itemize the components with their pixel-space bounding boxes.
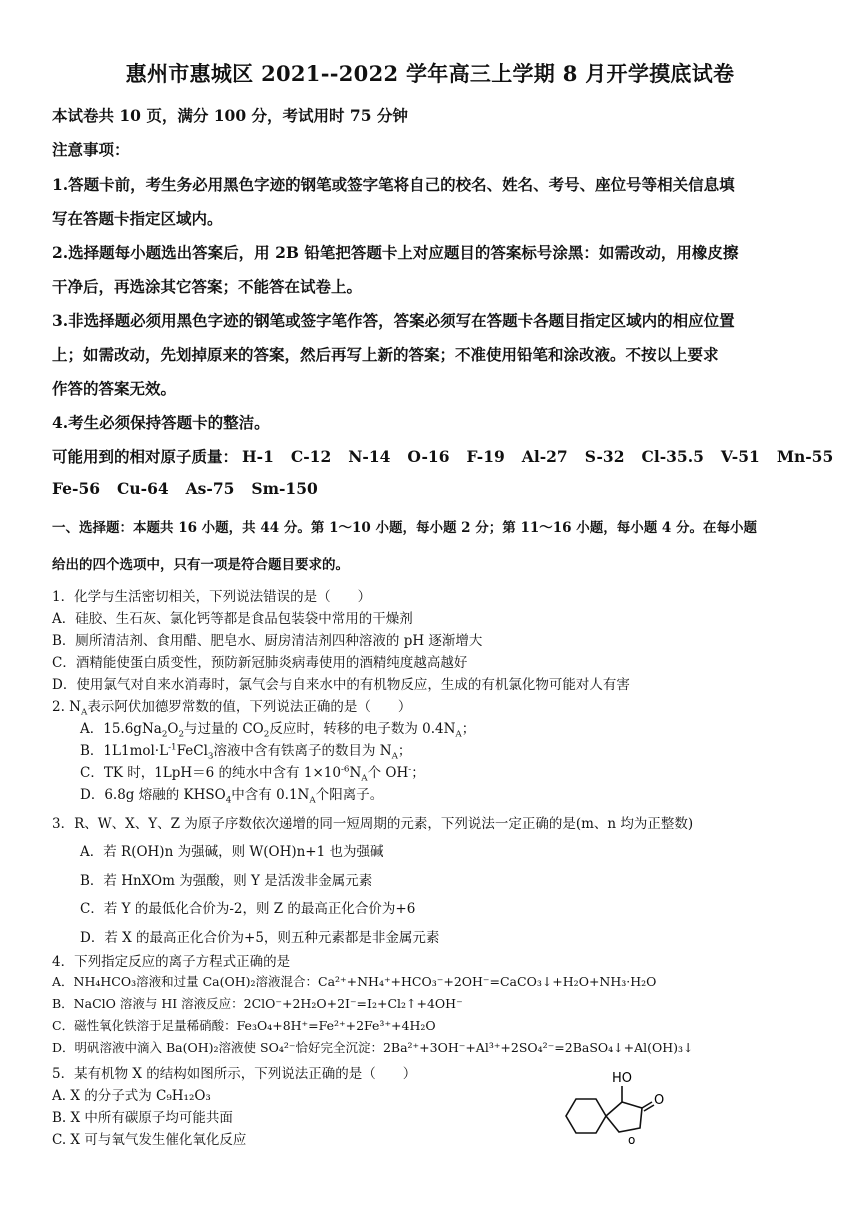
atomic-mass: F-19 — [466, 447, 505, 466]
question-1-option: D．使用氯气对自来水消毒时，氯气会与自来水中的有机物反应，生成的有机氯化物可能对人有害 — [52, 677, 630, 693]
atomic-mass: H-1 — [242, 447, 274, 466]
atomic-mass: C-12 — [290, 447, 332, 466]
atomic-mass: Al-27 — [521, 447, 568, 466]
question-1-option: B．厕所清洁剂、食用醋、肥皂水、厨房清洁剂四种溶液的 pH 逐渐增大 — [52, 633, 483, 649]
question-2-stem: 2. $N_A$表示阿伏加德罗常数的值，下列说法正确的是（ ） — [52, 699, 412, 718]
question-4-option-b: B．NaClO 溶液与 HI 溶液反应：2ClO⁻+2H₂O+2I⁻=I₂+Cl₂↑+4OH⁻ — [52, 996, 463, 1011]
notice-line: 写在答题卡指定区域内。 — [52, 209, 223, 228]
notice-line: 2.选择题每小题选出答案后，用 2B 铅笔把答题卡上对应题目的答案标号涂黑：如需改动，用橡皮擦 — [52, 243, 739, 262]
atomic-mass-label: 可能用到的相对原子质量： — [52, 447, 239, 466]
question-2-option-d: D．6.8g 熔融的 $KHSO_4$中含有 $0.1N_A$个阳离子。 — [80, 787, 384, 806]
section-heading: 一、选择题：本题共 16 小题，共 44 分。第 1～10 小题，每小题 2 分；第 11～16 小题，每小题 4 分。在每小题 — [52, 520, 758, 536]
atomic-mass: N-14 — [348, 447, 391, 466]
question-4-option-a: A．NH₄HCO₃溶液和过量 Ca(OH)₂溶液混合：Ca²⁺+NH₄⁺+HCO₃⁻+2OH⁻=CaCO₃↓+H₂O+NH₃·H₂O — [52, 974, 657, 989]
ring-oxygen-label: o — [628, 1133, 636, 1147]
question-4-option-c: C．磁性氧化铁溶于足量稀硝酸：Fe₃O₄+8H⁺=Fe²⁺+2Fe³⁺+4H₂O — [52, 1018, 436, 1033]
question-3-stem: 3．R、W、X、Y、Z 为原子序数依次递增的同一短周期的元素，下列说法一定正确的是(m、n 均为正整数) — [52, 816, 694, 832]
atomic-mass-line — [52, 479, 335, 498]
atomic-mass: Cu-64 — [117, 479, 169, 498]
question-4-option-d: D．明矾溶液中滴入 Ba(OH)₂溶液使 SO₄²⁻恰好完全沉淀：2Ba²⁺+3OH⁻+Al³⁺+2SO₄²⁻=2BaSO₄↓+Al(OH)₃↓ — [52, 1040, 694, 1055]
oh-label: HO — [612, 1071, 633, 1086]
notice-heading: 注意事项： — [52, 140, 130, 159]
question-2-option-c: C．TK 时，1LpH＝6 的纯水中含有 $1\times 10^{-6}N_A$个 OH-； — [80, 764, 425, 784]
question-3-option: C．若 Y 的最低化合价为-2，则 Z 的最高正化合价为+6 — [80, 901, 416, 917]
question-5-option: C. X 可与氧气发生催化氧化反应 — [52, 1132, 247, 1148]
atomic-mass: S-32 — [584, 447, 625, 466]
atomic-mass: As-75 — [185, 479, 235, 498]
question-2-option-a: A．$15.6gNa_2O_2$与过量的 $CO_2$反应时，转移的电子数为 $0.4N_A$； — [80, 721, 476, 740]
question-1-option: C．酒精能使蛋白质变性，预防新冠肺炎病毒使用的酒精纯度越高越好 — [52, 655, 468, 671]
section-heading: 给出的四个选项中，只有一项是符合题目要求的。 — [52, 557, 349, 573]
atomic-mass: Fe-56 — [52, 479, 101, 498]
notice-line: 1.答题卡前，考生务必用黑色字迹的钢笔或签字笔将自己的校名、姓名、考号、座位号等相关信息填 — [52, 175, 735, 194]
notice-line: 3.非选择题必须用黑色字迹的钢笔或签字笔作答，答案必须写在答题卡各题目指定区域内的相应位置 — [52, 311, 735, 330]
atomic-mass: O-16 — [407, 447, 450, 466]
question-5-option: B. X 中所有碳原子均可能共面 — [52, 1110, 233, 1126]
question-5-option: A. X 的分子式为 C₉H₁₂O₃ — [52, 1088, 211, 1104]
atomic-mass: Mn-55 — [776, 447, 834, 466]
notice-line: 干净后，再选涂其它答案；不能答在试卷上。 — [52, 277, 363, 296]
question-1-stem: 1．化学与生活密切相关，下列说法错误的是（ ） — [52, 589, 372, 605]
carbonyl-oxygen-label: O — [654, 1093, 665, 1108]
question-3-option: D．若 X 的最高正化合价为+5，则五种元素都是非金属元素 — [80, 930, 440, 946]
atomic-mass: V-51 — [720, 447, 760, 466]
atomic-mass: Sm-150 — [251, 479, 318, 498]
atomic-mass-line — [52, 445, 833, 467]
question-4-stem: 4．下列指定反应的离子方程式正确的是 — [52, 954, 291, 970]
question-3-option: A．若 R(OH)n 为强碱，则 W(OH)n+1 也为强碱 — [80, 844, 384, 860]
notice-line: 4.考生必须保持答题卡的整洁。 — [52, 413, 270, 432]
question-5-stem: 5．某有机物 X 的结构如图所示，下列说法正确的是（ ） — [52, 1066, 417, 1082]
notice-line: 上；如需改动，先划掉原来的答案，然后再写上新的答案；不准使用铅笔和涂改液。不按以上要求 — [52, 345, 719, 364]
question-3-option: B．若 HnXOm 为强酸，则 Y 是活泼非金属元素 — [80, 873, 373, 889]
page-title: 惠州市惠城区 2021--2022 学年高三上学期 8 月开学摸底试卷 — [125, 61, 735, 86]
notice-line: 作答的答案无效。 — [52, 379, 177, 398]
exam-info: 本试卷共 10 页，满分 100 分，考试用时 75 分钟 — [52, 106, 408, 125]
molecule-structure-diagram — [556, 1066, 676, 1166]
question-2-option-b: B．$1L1mol\cdot L^{-1}FeCl_3$溶液中含有铁离子的数目为 $N_A$； — [80, 742, 412, 762]
atomic-mass: Cl-35.5 — [641, 447, 704, 466]
question-1-option: A．硅胶、生石灰、氯化钙等都是食品包装袋中常用的干燥剂 — [52, 611, 413, 627]
